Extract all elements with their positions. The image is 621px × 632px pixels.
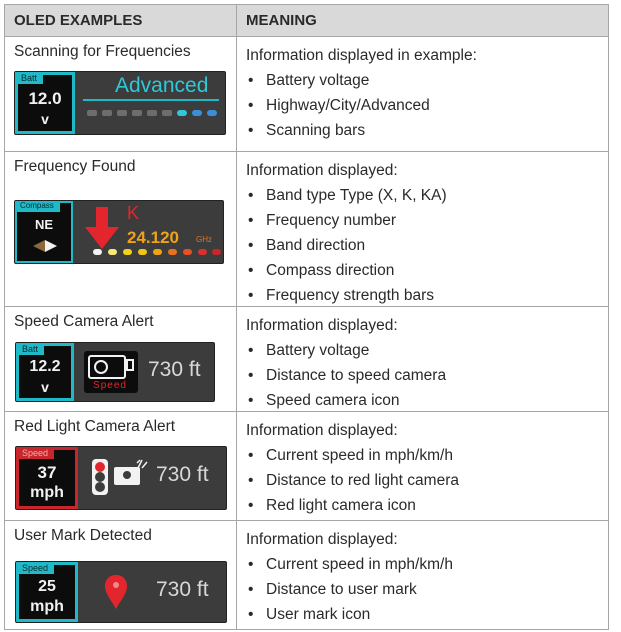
- red-light-camera-icon: [114, 467, 140, 485]
- flash-icon: [136, 459, 148, 469]
- strength-bar: [183, 249, 192, 255]
- distance-readout: 730 ft: [148, 358, 201, 381]
- battery-tab: Batt: [16, 343, 44, 355]
- table-row: [5, 37, 608, 152]
- battery-unit: v: [41, 379, 49, 395]
- oled-example-cell: [5, 307, 237, 411]
- compass-tab: Compass: [14, 200, 60, 212]
- oled-display-red-light: [15, 446, 227, 510]
- speed-tab: Speed: [16, 562, 54, 574]
- table-header: [5, 5, 608, 37]
- list-item: • Scanning bars: [246, 118, 608, 143]
- meaning-list: [246, 183, 608, 308]
- green-light-icon: [95, 482, 105, 492]
- list-item: • Red light camera icon: [246, 493, 608, 518]
- speed-camera-icon: [84, 351, 138, 393]
- strength-bar: [212, 249, 221, 255]
- meaning-intro: Information displayed:: [246, 531, 398, 548]
- band-type: K: [127, 203, 140, 223]
- frequency-number: 24.120: [127, 228, 179, 247]
- meaning-list: [246, 338, 608, 413]
- battery-value: 12.0: [28, 89, 62, 108]
- scan-bar-active: [177, 110, 187, 116]
- scan-bar: [162, 110, 172, 116]
- strength-bar: [153, 249, 162, 255]
- compass-direction: NE: [34, 217, 54, 232]
- scanning-bars: [87, 110, 221, 118]
- list-item: • User mark icon: [246, 602, 608, 627]
- amber-light-icon: [95, 472, 105, 482]
- row-title: User Mark Detected: [14, 527, 152, 544]
- oled-display-speed-camera: [15, 342, 215, 402]
- distance-readout: 730 ft: [156, 578, 209, 601]
- mode-underline: [83, 99, 219, 101]
- list-item: • Distance to red light camera: [246, 468, 608, 493]
- list-item: • Band type Type (X, K, KA): [246, 183, 608, 208]
- table-row: [5, 152, 608, 307]
- row-title: Speed Camera Alert: [14, 313, 154, 330]
- meaning-cell: [237, 521, 608, 629]
- speed-unit: mph: [30, 484, 64, 501]
- list-item: • Speed camera icon: [246, 388, 608, 413]
- scan-bar-active: [192, 110, 202, 116]
- speed-box: [16, 562, 78, 622]
- compass-box: [15, 201, 73, 263]
- row-title: Frequency Found: [14, 158, 136, 175]
- meaning-list: [246, 443, 608, 518]
- battery-unit: v: [41, 111, 49, 127]
- list-item: • Current speed in mph/km/h: [246, 552, 608, 577]
- meaning-cell: [237, 412, 608, 520]
- list-item: • Battery voltage: [246, 68, 608, 93]
- list-item: • Current speed in mph/km/h: [246, 443, 608, 468]
- oled-example-cell: [5, 37, 237, 151]
- meaning-cell: [237, 37, 608, 151]
- speed-value: 25: [38, 578, 56, 595]
- oled-example-cell: [5, 521, 237, 629]
- list-item: • Battery voltage: [246, 338, 608, 363]
- scan-bar: [147, 110, 157, 116]
- meaning-list: [246, 68, 608, 143]
- row-title: Red Light Camera Alert: [14, 418, 176, 435]
- camera-lens-icon: [94, 360, 108, 374]
- meaning-intro: Information displayed:: [246, 162, 398, 179]
- table-row: [5, 412, 608, 521]
- list-item: • Highway/City/Advanced: [246, 93, 608, 118]
- table-row: [5, 521, 608, 629]
- oled-example-cell: [5, 412, 237, 520]
- oled-display-user-mark: [15, 561, 227, 623]
- user-mark-icon: [104, 574, 128, 610]
- strength-bar: [93, 249, 102, 255]
- strength-bar: [138, 249, 147, 255]
- meaning-intro: Information displayed:: [246, 317, 398, 334]
- list-item: • Frequency strength bars: [246, 283, 608, 308]
- battery-box: [16, 343, 74, 401]
- list-item: • Band direction: [246, 233, 608, 258]
- strength-bar: [198, 249, 207, 255]
- oled-example-cell: [5, 152, 237, 306]
- list-item: • Frequency number: [246, 208, 608, 233]
- scan-bar: [117, 110, 127, 116]
- camera-body-icon: [88, 355, 126, 379]
- camera-mount-icon: [126, 359, 134, 371]
- oled-display-frequency: [14, 200, 224, 264]
- red-light-icon: [95, 462, 105, 472]
- meaning-cell: [237, 307, 608, 411]
- mode-label: Advanced: [115, 74, 209, 97]
- speed-unit: mph: [30, 598, 64, 615]
- scan-bar: [87, 110, 97, 116]
- list-item: • Compass direction: [246, 258, 608, 283]
- oled-display-scanning: [14, 71, 226, 135]
- speed-camera-label: Speed: [93, 380, 127, 391]
- meaning-intro: Information displayed in example:: [246, 47, 477, 64]
- band-direction-arrow-icon: [85, 207, 119, 251]
- traffic-light-icon: [92, 459, 108, 495]
- battery-box: [15, 72, 75, 134]
- table-row: [5, 307, 608, 412]
- meaning-intro: Information displayed:: [246, 422, 398, 439]
- frequency-strength-bars: [93, 249, 221, 257]
- speed-box: [16, 447, 78, 509]
- header-oled-examples: OLED EXAMPLES: [5, 5, 237, 36]
- strength-bar: [123, 249, 132, 255]
- speed-tab: Speed: [16, 447, 54, 459]
- oled-examples-table: [4, 4, 609, 630]
- strength-bar: [108, 249, 117, 255]
- list-item: • Distance to speed camera: [246, 363, 608, 388]
- row-title: Scanning for Frequencies: [14, 43, 191, 60]
- scan-bar: [132, 110, 142, 116]
- list-item: • Distance to user mark: [246, 577, 608, 602]
- header-meaning: MEANING: [246, 12, 317, 29]
- scan-bar-active: [207, 110, 217, 116]
- speed-value: 37: [37, 463, 57, 482]
- scan-bar: [102, 110, 112, 116]
- meaning-cell: [237, 152, 608, 306]
- battery-value: 12.2: [29, 358, 61, 375]
- compass-arrow-icon: [33, 239, 57, 253]
- battery-tab: Batt: [15, 72, 43, 84]
- camera-lens-icon: [123, 471, 131, 479]
- meaning-list: [246, 552, 608, 627]
- distance-readout: 730 ft: [156, 463, 209, 486]
- strength-bar: [168, 249, 177, 255]
- frequency-unit: GHz: [196, 235, 212, 244]
